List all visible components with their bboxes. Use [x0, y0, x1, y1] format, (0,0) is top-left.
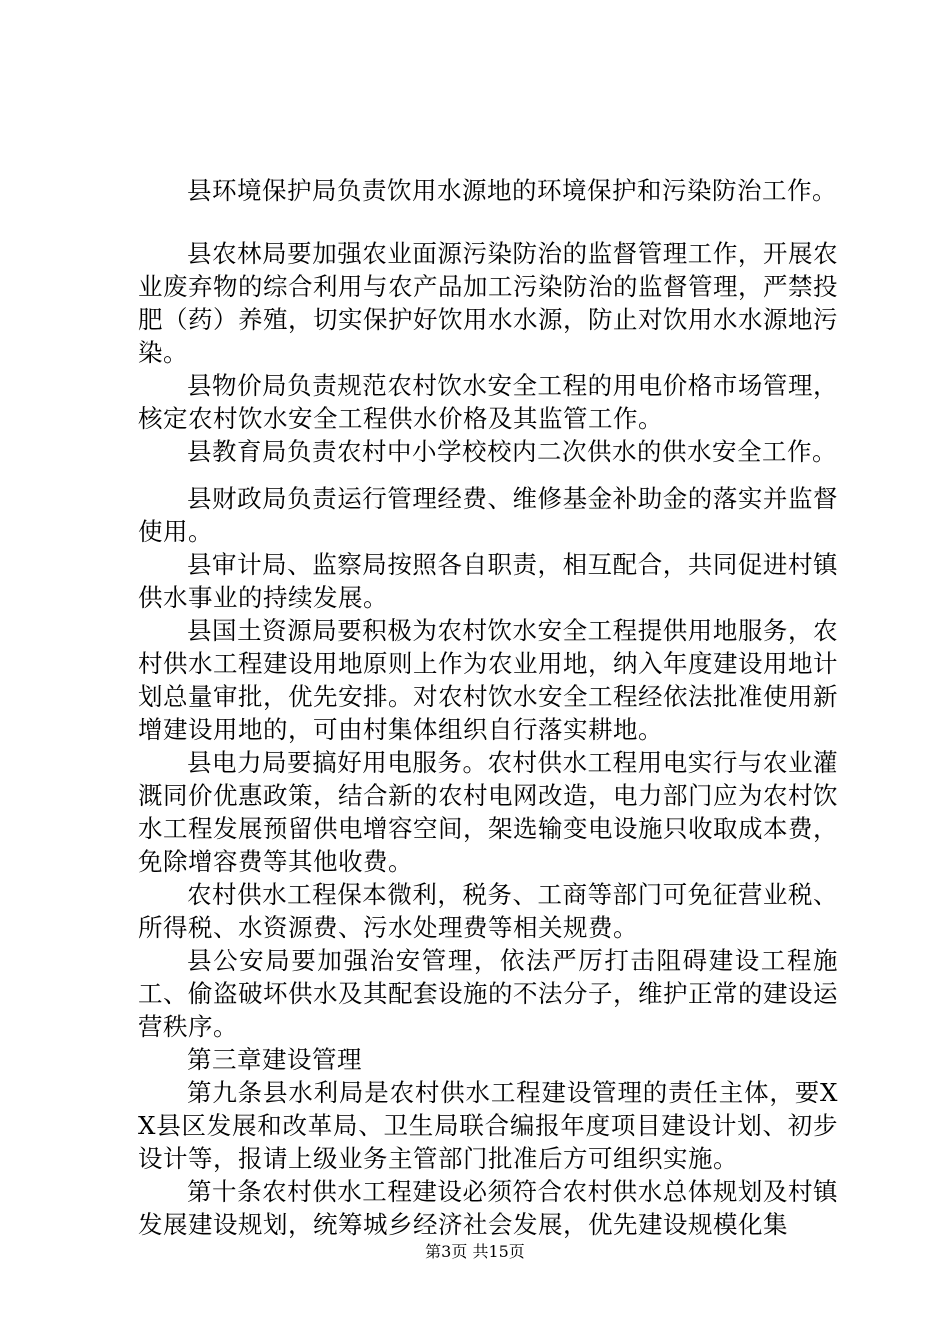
page-footer [0, 1242, 950, 1262]
paragraph-price-bureau: 县物价局负责规范农村饮水安全工程的用电价格市场管理，核定农村饮水安全工程供水价格及其监管工作。 [138, 371, 838, 433]
paragraph-audit-bureau: 县审计局、监察局按照各自职责，相互配合，共同促进村镇供水事业的持续发展。 [138, 550, 838, 612]
paragraph-public-security-bureau: 县公安局要加强治安管理，依法严厉打击阻碍建设工程施工、偷盗破坏供水及其配套设施的不法分子，维护正常的建设运营秩序。 [138, 946, 838, 1041]
text-section-2 [138, 237, 838, 468]
paragraph-education-bureau: 县教育局负责农村中小学校校内二次供水的供水安全工作。 [187, 437, 837, 466]
page-number: 第3页 共15页 [425, 1242, 525, 1261]
paragraph-tax-exemption: 农村供水工程保本微利，税务、工商等部门可免征营业税、所得税、水资源费、污水处理费等相关规费。 [138, 880, 838, 942]
paragraph-environment-bureau: 县环境保护局负责饮用水源地的环境保护和污染防治工作。 [187, 176, 837, 205]
chapter-heading: 第三章建设管理 [187, 1045, 362, 1074]
paragraph-land-resources-bureau: 县国土资源局要积极为农村饮水安全工程提供用地服务，农村供水工程建设用地原则上作为农业用地，纳入年度建设用地计划总量审批，优先安排。对农村饮水安全工程经依法批准使用新增建设用地的，可由村集体组织自行落实耕地。 [138, 616, 838, 744]
text-section-3 [138, 482, 838, 1241]
paragraph-agriculture-bureau: 县农林局要加强农业面源污染防治的监督管理工作，开展农业废弃物的综合利用与农产品加工污染防治的监督管理，严禁投肥（药）养殖，切实保护好饮用水水源，防止对饮用水水源地污染。 [138, 239, 838, 367]
paragraph-electric-power-bureau: 县电力局要搞好用电服务。农村供水工程用电实行与农业灌溉同价优惠政策，结合新的农村电网改造，电力部门应为农村饮水工程发展预留供电增容空间，架选输变电设施只收取成本费，免除增容费等其他收费。 [138, 748, 838, 876]
text-section-1 [138, 174, 838, 207]
article-9: 第九条县水利局是农村供水工程建设管理的责任主体，要XX县区发展和改革局、卫生局联合编报年度项目建设计划、初步设计等，报请上级业务主管部门批准后方可组织实施。 [138, 1078, 838, 1173]
paragraph-finance-bureau: 县财政局负责运行管理经费、维修基金补助金的落实并监督使用。 [138, 484, 838, 546]
article-10: 第十条农村供水工程建设必须符合农村供水总体规划及村镇发展建设规划，统筹城乡经济社会发展，优先建设规模化集 [138, 1177, 838, 1239]
